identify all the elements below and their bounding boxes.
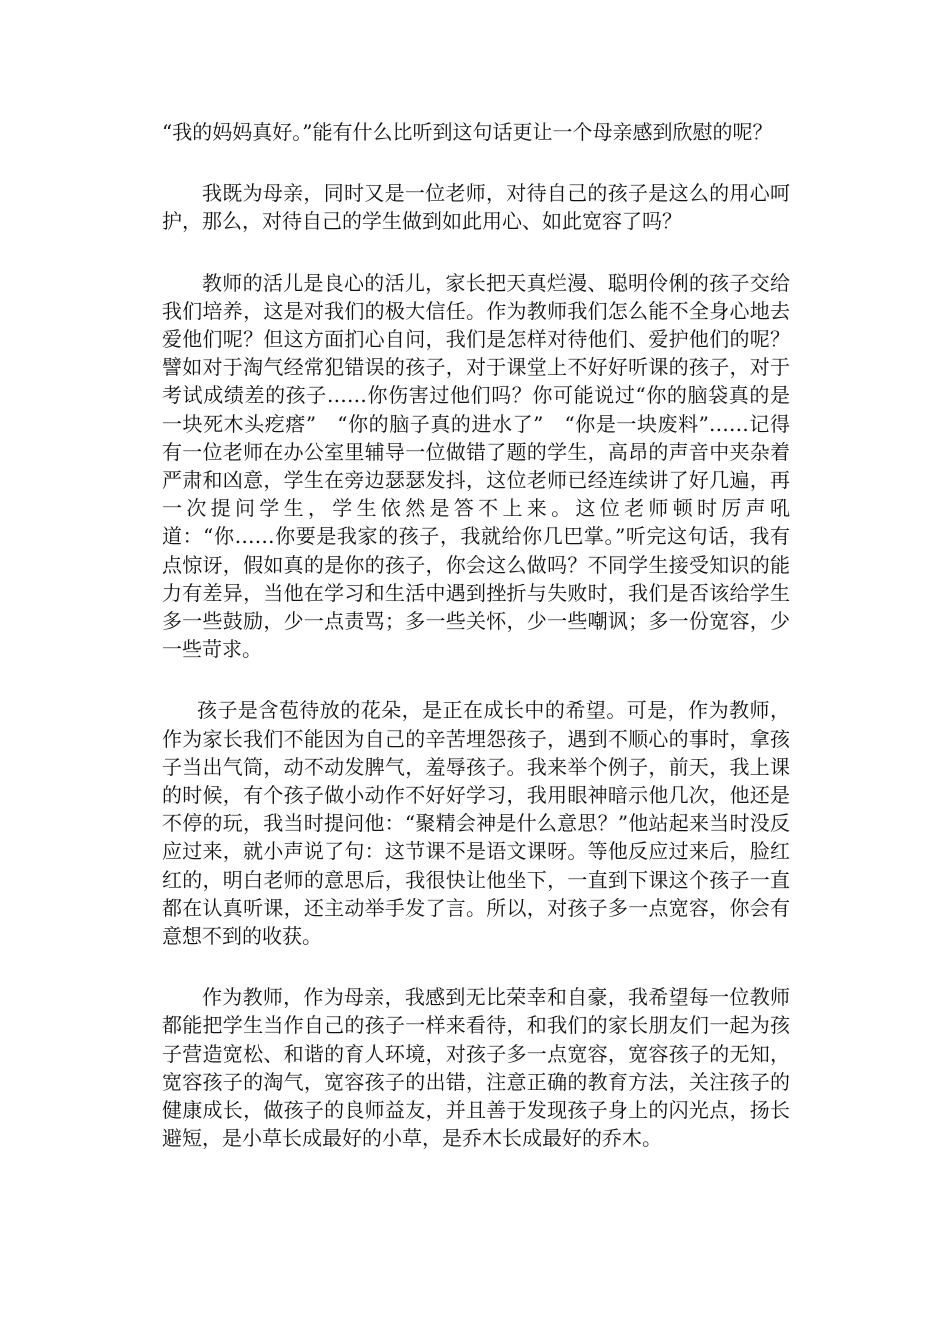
document-page (162, 118, 790, 1186)
paragraph-conclusion: 作为教师，作为母亲，我感到无比荣幸和自豪，我希望每一位教师都能把学生当作自己的孩子一样来看待，和我们的家长朋友们一起为孩子营造宽松、和谐的育人环境，对孩子多一点宽容，宽容孩子的无知，宽容孩子的淘气，宽容孩子的出错，注意正确的教育方法，关注孩子的健康成长，做孩子的良师益友，并且善于发现孩子身上的闪光点，扬长避短，是小草长成最好的小草，是乔木长成最好的乔木。 (162, 985, 790, 1151)
paragraph-mother-teacher: 我既为母亲，同时又是一位老师，对待自己的孩子是这么的用心呵护，那么，对待自己的学生做到如此用心、如此宽容了吗？ (162, 181, 790, 234)
paragraph-teacher-conscience: 教师的活儿是良心的活儿，家长把天真烂漫、聪明伶俐的孩子交给我们培养，这是对我们的极大信任。作为教师我们怎么能不全身心地去爱他们呢？但这方面扪心自问，我们是怎样对待他们、爱护他们的呢？譬如对于淘气经常犯错误的孩子，对于课堂上不好好听课的孩子，对于考试成绩差的孩子……你伤害过他们吗？你可能说过“你的脑袋真的是一块死木头疙瘩” “你的脑子真的进水了” “你是一块废料”……记得有一位老师在办公室里辅导一位做错了题的学生，高昂的声音中夹杂着严肃和凶意，学生在旁边瑟瑟发抖，这位老师已经连续讲了好几遍，再一次提问学生，学生依然是答不上来。这位老师顿时厉声吼道：“你……你要是我家的孩子，我就给你几巴掌。”听完这句话，我有点惊讶，假如真的是你的孩子，你会这么做吗？不同学生接受知识的能力有差异，当他在学习和生活中遇到挫折与失败时，我们是否该给学生多一些鼓励，少一点责骂；多一些关怀，少一些嘲讽；多一份宽容，少一些苛求。 (162, 270, 790, 662)
paragraph-children-flowers: 孩子是含苞待放的花朵，是正在成长中的希望。可是，作为教师，作为家长我们不能因为自己的辛苦埋怨孩子，遇到不顺心的事时，拿孩子当出气筒，动不动发脾气，羞辱孩子。我来举个例子，前天，我上课的时候，有个孩子做小动作不好好学习，我用眼神暗示他几次，他还是不停的玩，我当时提问他：“聚精会神是什么意思？”他站起来当时没反应过来，就小声说了句：这节课不是语文课呀。等他反应过来后，脸红红的，明白老师的意思后，我很快让他坐下，一直到下课这个孩子一直都在认真听课，还主动举手发了言。所以，对孩子多一点宽容，你会有意想不到的收获。 (162, 698, 790, 949)
paragraph-opening-quote: “我的妈妈真好。”能有什么比听到这句话更让一个母亲感到欣慰的呢？ (162, 120, 773, 144)
